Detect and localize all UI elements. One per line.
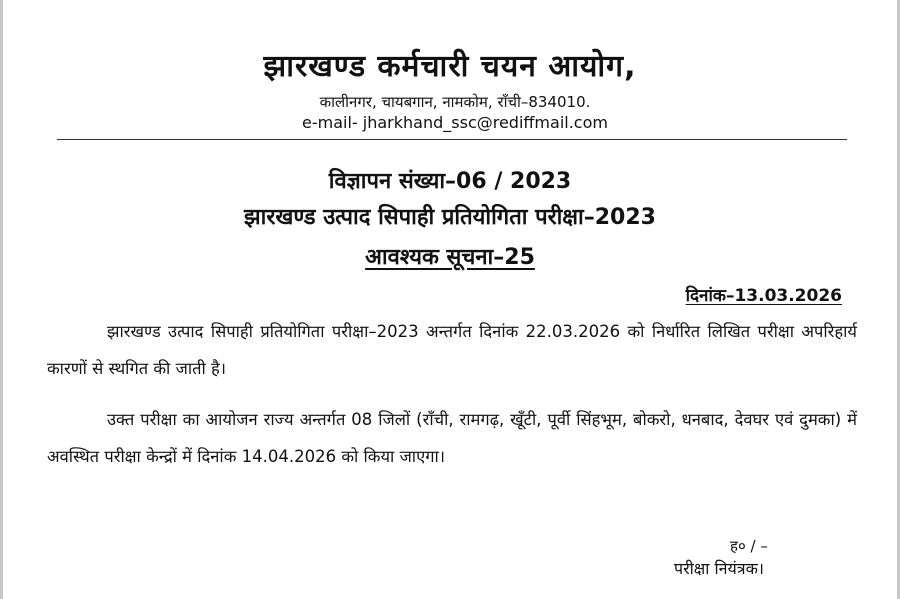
exam-title: झारखण्ड उत्पाद सिपाही प्रतियोगिता परीक्षा–2023	[244, 205, 656, 230]
signature-mark: ह० / –	[730, 537, 768, 555]
notice-date: दिनांक–13.03.2026	[685, 286, 842, 306]
organization-name: झारखण्ड कर्मचारी चयन आयोग,	[263, 49, 637, 84]
advertisement-number: विज्ञापन संख्या–06 / 2023	[328, 169, 572, 194]
organization-email: e-mail- jharkhand_ssc@rediffmail.com	[302, 113, 608, 132]
organization-address: कालीनगर, चायबगान, नामकोम, राँची–834010.	[319, 93, 591, 111]
header-divider	[57, 139, 847, 140]
notice-heading-text: आवश्यक सूचना–25	[365, 245, 535, 270]
signatory-designation: परीक्षा नियंत्रक।	[674, 559, 764, 578]
body-paragraph-1: झारखण्ड उत्पाद सिपाही प्रतियोगिता परीक्षा–2023 अन्तर्गत दिनांक 22.03.2026 को निर्धारित लिखित परीक्षा अपरिहार्य कारणों से स्थगित की जाती है।	[47, 322, 857, 378]
body-paragraph-2: उक्त परीक्षा का आयोजन राज्य अन्तर्गत 08 जिलों (राँची, रामगढ़, खूँटी, पूर्वी सिंहभूम, बोकरो, धनबाद, देवघर एवं दुमका) में अवस्थित परीक्षा केन्द्रों में दिनांक 14.04.2026 को किया जाएगा।	[47, 410, 857, 466]
notice-heading	[0, 241, 900, 271]
